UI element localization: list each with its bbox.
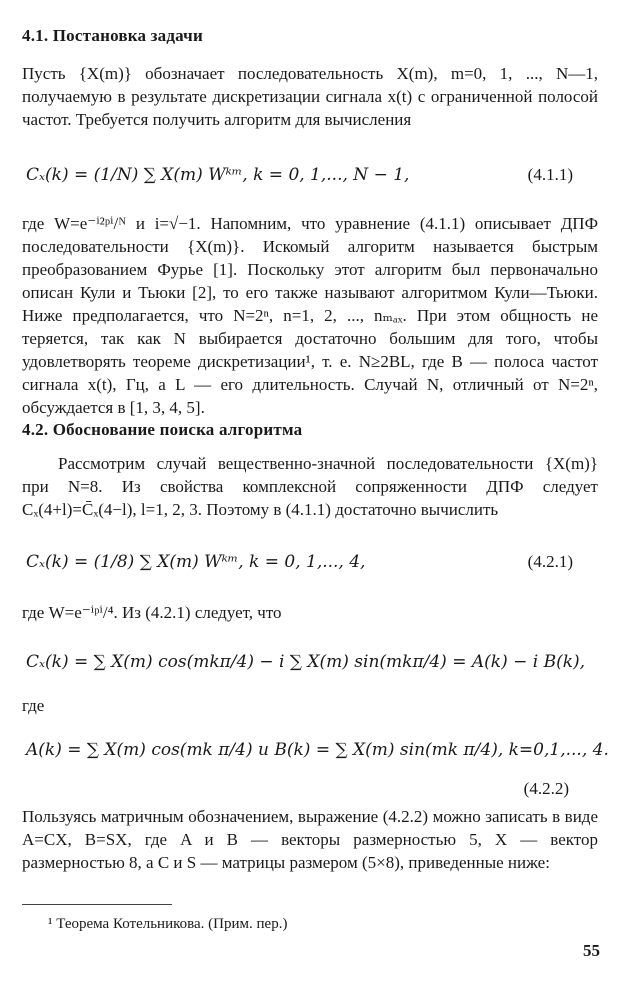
page-number: 55 bbox=[583, 941, 600, 960]
equation-number-4-1-1: (4.1.1) bbox=[527, 165, 573, 184]
footnote: ¹ Теорема Котельникова. (Прим. пер.) bbox=[48, 916, 288, 932]
equation-4-2-1-text: Cₓ(k) = (1/8) ∑ X(m) Wᵏᵐ, k = 0, 1,..., 4, bbox=[26, 552, 366, 572]
paragraph-fft-description: где W=e⁻ⁱ²ᵖⁱ/ᴺ и i=√−1. Напомним, что уравнение (4.1.1) описывает ДПФ последовательности {X(m)}. Искомый алгоритм называется быстрым преобразованием Фурье [1]. Поскольку этот алгоритм был первоначально описан Кули и Тьюки [2], то его также называют алгоритмом Кули—Тьюки. Ниже предполагается, что N=2ⁿ, n=1, 2, ..., nₘₐₓ. При этом общность не теряется, так как N выбирается достаточно большим для того, чтобы удовлетворять теореме дискретизации¹, т. е. N≥2BL, где B — полоса частот сигнала x(t), Гц, а L — его длительность. Случай N, отличный от N=2ⁿ, обсуждается в [1, 3, 4, 5]. bbox=[22, 214, 598, 417]
equation-4-1-1 bbox=[22, 150, 602, 200]
equation-4-2-2 bbox=[22, 728, 609, 772]
equation-4-1-1-text: Cₓ(k) = (1/N) ∑ X(m) Wᵏᵐ, k = 0, 1,..., N − 1, bbox=[26, 165, 410, 185]
equation-4-2-2-number-row bbox=[22, 778, 598, 800]
equation-4-2-2-text: A(k) = ∑ X(m) cos(mk π/4) и B(k) = ∑ X(m) sin(mk π/4), k=0,1,..., 4. bbox=[26, 740, 609, 760]
text-gde: где bbox=[22, 696, 45, 715]
equation-ak-bk-split-text: Cₓ(k) = ∑ X(m) cos(mkπ/4) − i ∑ X(m) sin(mkπ/4) = A(k) − i B(k), bbox=[26, 652, 586, 672]
paragraph-problem-statement: Пусть {X(m)} обозначает последовательность X(m), m=0, 1, ..., N—1, получаемую в результате дискретизации сигнала x(t) с ограниченной полосой частот. Требуется получить алгоритм для вычисления bbox=[22, 64, 598, 129]
equation-number-4-2-1: (4.2.1) bbox=[527, 552, 573, 571]
section-heading-4-1: 4.1. Постановка задачи bbox=[22, 26, 203, 45]
paragraph-real-sequence: Рассмотрим случай вещественно-значной последовательности {X(m)} при N=8. Из свойства комплексной сопряженности ДПФ следует Cₓ(4+l)=C̄ₓ(4−l), l=1, 2, 3. Поэтому в (4.1.1) достаточно вычислить bbox=[22, 454, 598, 519]
section-heading-4-2: 4.2. Обоснование поиска алгоритма bbox=[22, 420, 303, 439]
text-where-w: где W=e⁻ⁱᵖⁱ/⁴. Из (4.2.1) следует, что bbox=[22, 603, 282, 622]
equation-number-4-2-2: (4.2.2) bbox=[523, 779, 569, 798]
equation-ak-bk-split bbox=[22, 640, 602, 684]
paragraph-matrix-notation: Пользуясь матричным обозначением, выражение (4.2.2) можно записать в виде A=CX, B=SX, где A и B — векторы размерностью 5, X — вектор размерностью 8, а C и S — матрицы размером (5×8), приведенные ниже: bbox=[22, 807, 598, 872]
footnote-divider bbox=[22, 904, 172, 905]
equation-4-2-1 bbox=[22, 540, 602, 584]
